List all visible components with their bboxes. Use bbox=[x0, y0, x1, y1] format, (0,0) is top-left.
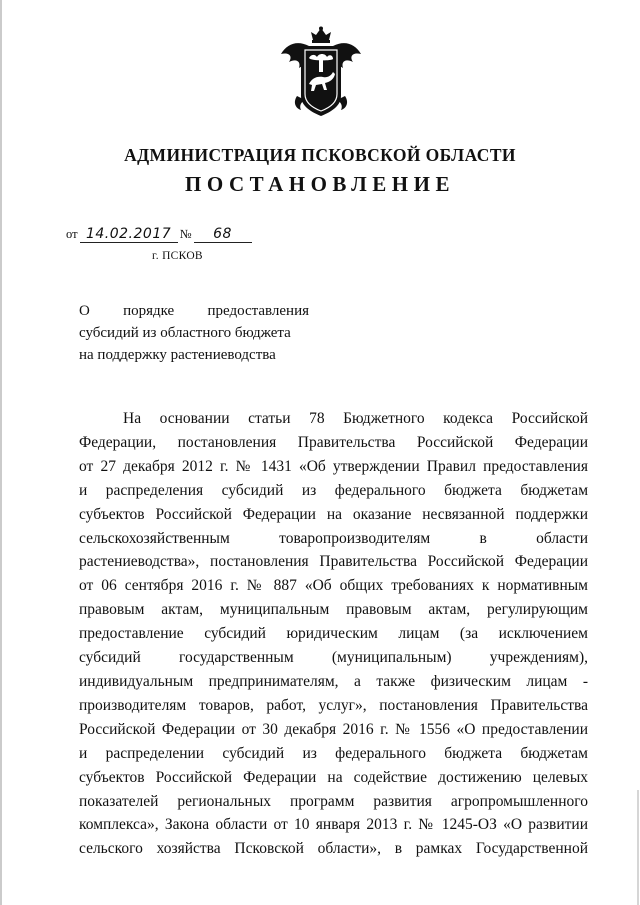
subject-line: субсидий из областного бюджета bbox=[79, 325, 291, 341]
number-prefix: № bbox=[179, 227, 192, 241]
body-line: правовым актам, муниципальным правовым актам, регулирующим bbox=[79, 601, 588, 619]
body-line: растениеводства», постановления Правительства Российской Федерации bbox=[79, 553, 588, 571]
registration-line bbox=[66, 226, 252, 243]
scan-edge-left bbox=[0, 0, 2, 905]
body-line: показателей региональных программ развития агропромышленного bbox=[79, 792, 588, 810]
body-line: Российской Федерации от 30 декабря 2016 г. № 1556 «О предоставлении bbox=[79, 720, 588, 738]
body-line: Федерации, постановления Правительства Российской Федерации bbox=[79, 433, 588, 451]
body-line: субъектов Российской Федерации на оказание несвязанной поддержки bbox=[79, 505, 588, 523]
handwritten-date: 14.02.2017 bbox=[80, 226, 178, 243]
body-line: субсидий государственным (муниципальным) учреждениям), bbox=[79, 649, 588, 667]
coat-of-arms-emblem-icon bbox=[279, 26, 363, 118]
body-line: от 27 декабря 2012 г. № 1431 «Об утверждении Правил предоставления bbox=[79, 457, 588, 475]
body-line: субъектов Российской Федерации на содействие достижению целевых bbox=[79, 768, 588, 786]
document-type-heading: ПОСТАНОВЛЕНИЕ bbox=[185, 172, 455, 196]
subject-line: на поддержку растениеводства bbox=[79, 347, 276, 363]
organization-title: АДМИНИСТРАЦИЯ ПСКОВСКОЙ ОБЛАСТИ bbox=[124, 145, 516, 165]
body-line: производителям товаров, работ, услуг», постановления Правительства bbox=[79, 696, 588, 714]
date-prefix: от bbox=[66, 227, 78, 241]
body-line: и распределении субсидий из федерального бюджета бюджетам bbox=[79, 744, 588, 762]
body-line: комплекса», Закона области от 10 января 2013 г. № 1245-ОЗ «О развитии bbox=[79, 816, 588, 834]
subject-line: О порядке предоставления bbox=[79, 303, 309, 319]
city-label: г. ПСКОВ bbox=[152, 250, 203, 262]
document-body bbox=[79, 407, 588, 861]
handwritten-number: 68 bbox=[194, 226, 252, 243]
body-line: индивидуальным предпринимателям, а также физическим лицам - bbox=[79, 672, 588, 690]
document-subject bbox=[79, 300, 309, 366]
body-line: сельскохозяйственным товаропроизводителям в области bbox=[79, 529, 588, 547]
body-line: сельского хозяйства Псковской области», в рамках Государственной bbox=[79, 840, 588, 858]
body-line: и распределения субсидий из федерального бюджета бюджетам bbox=[79, 481, 588, 499]
body-line: предоставление субсидий юридическим лицам (за исключением bbox=[79, 625, 588, 643]
body-line: от 06 сентября 2016 г. № 887 «Об общих требованиях к нормативным bbox=[79, 577, 588, 595]
body-line: На основании статьи 78 Бюджетного кодекса Российской bbox=[123, 410, 588, 427]
scan-edge-right bbox=[637, 790, 639, 905]
